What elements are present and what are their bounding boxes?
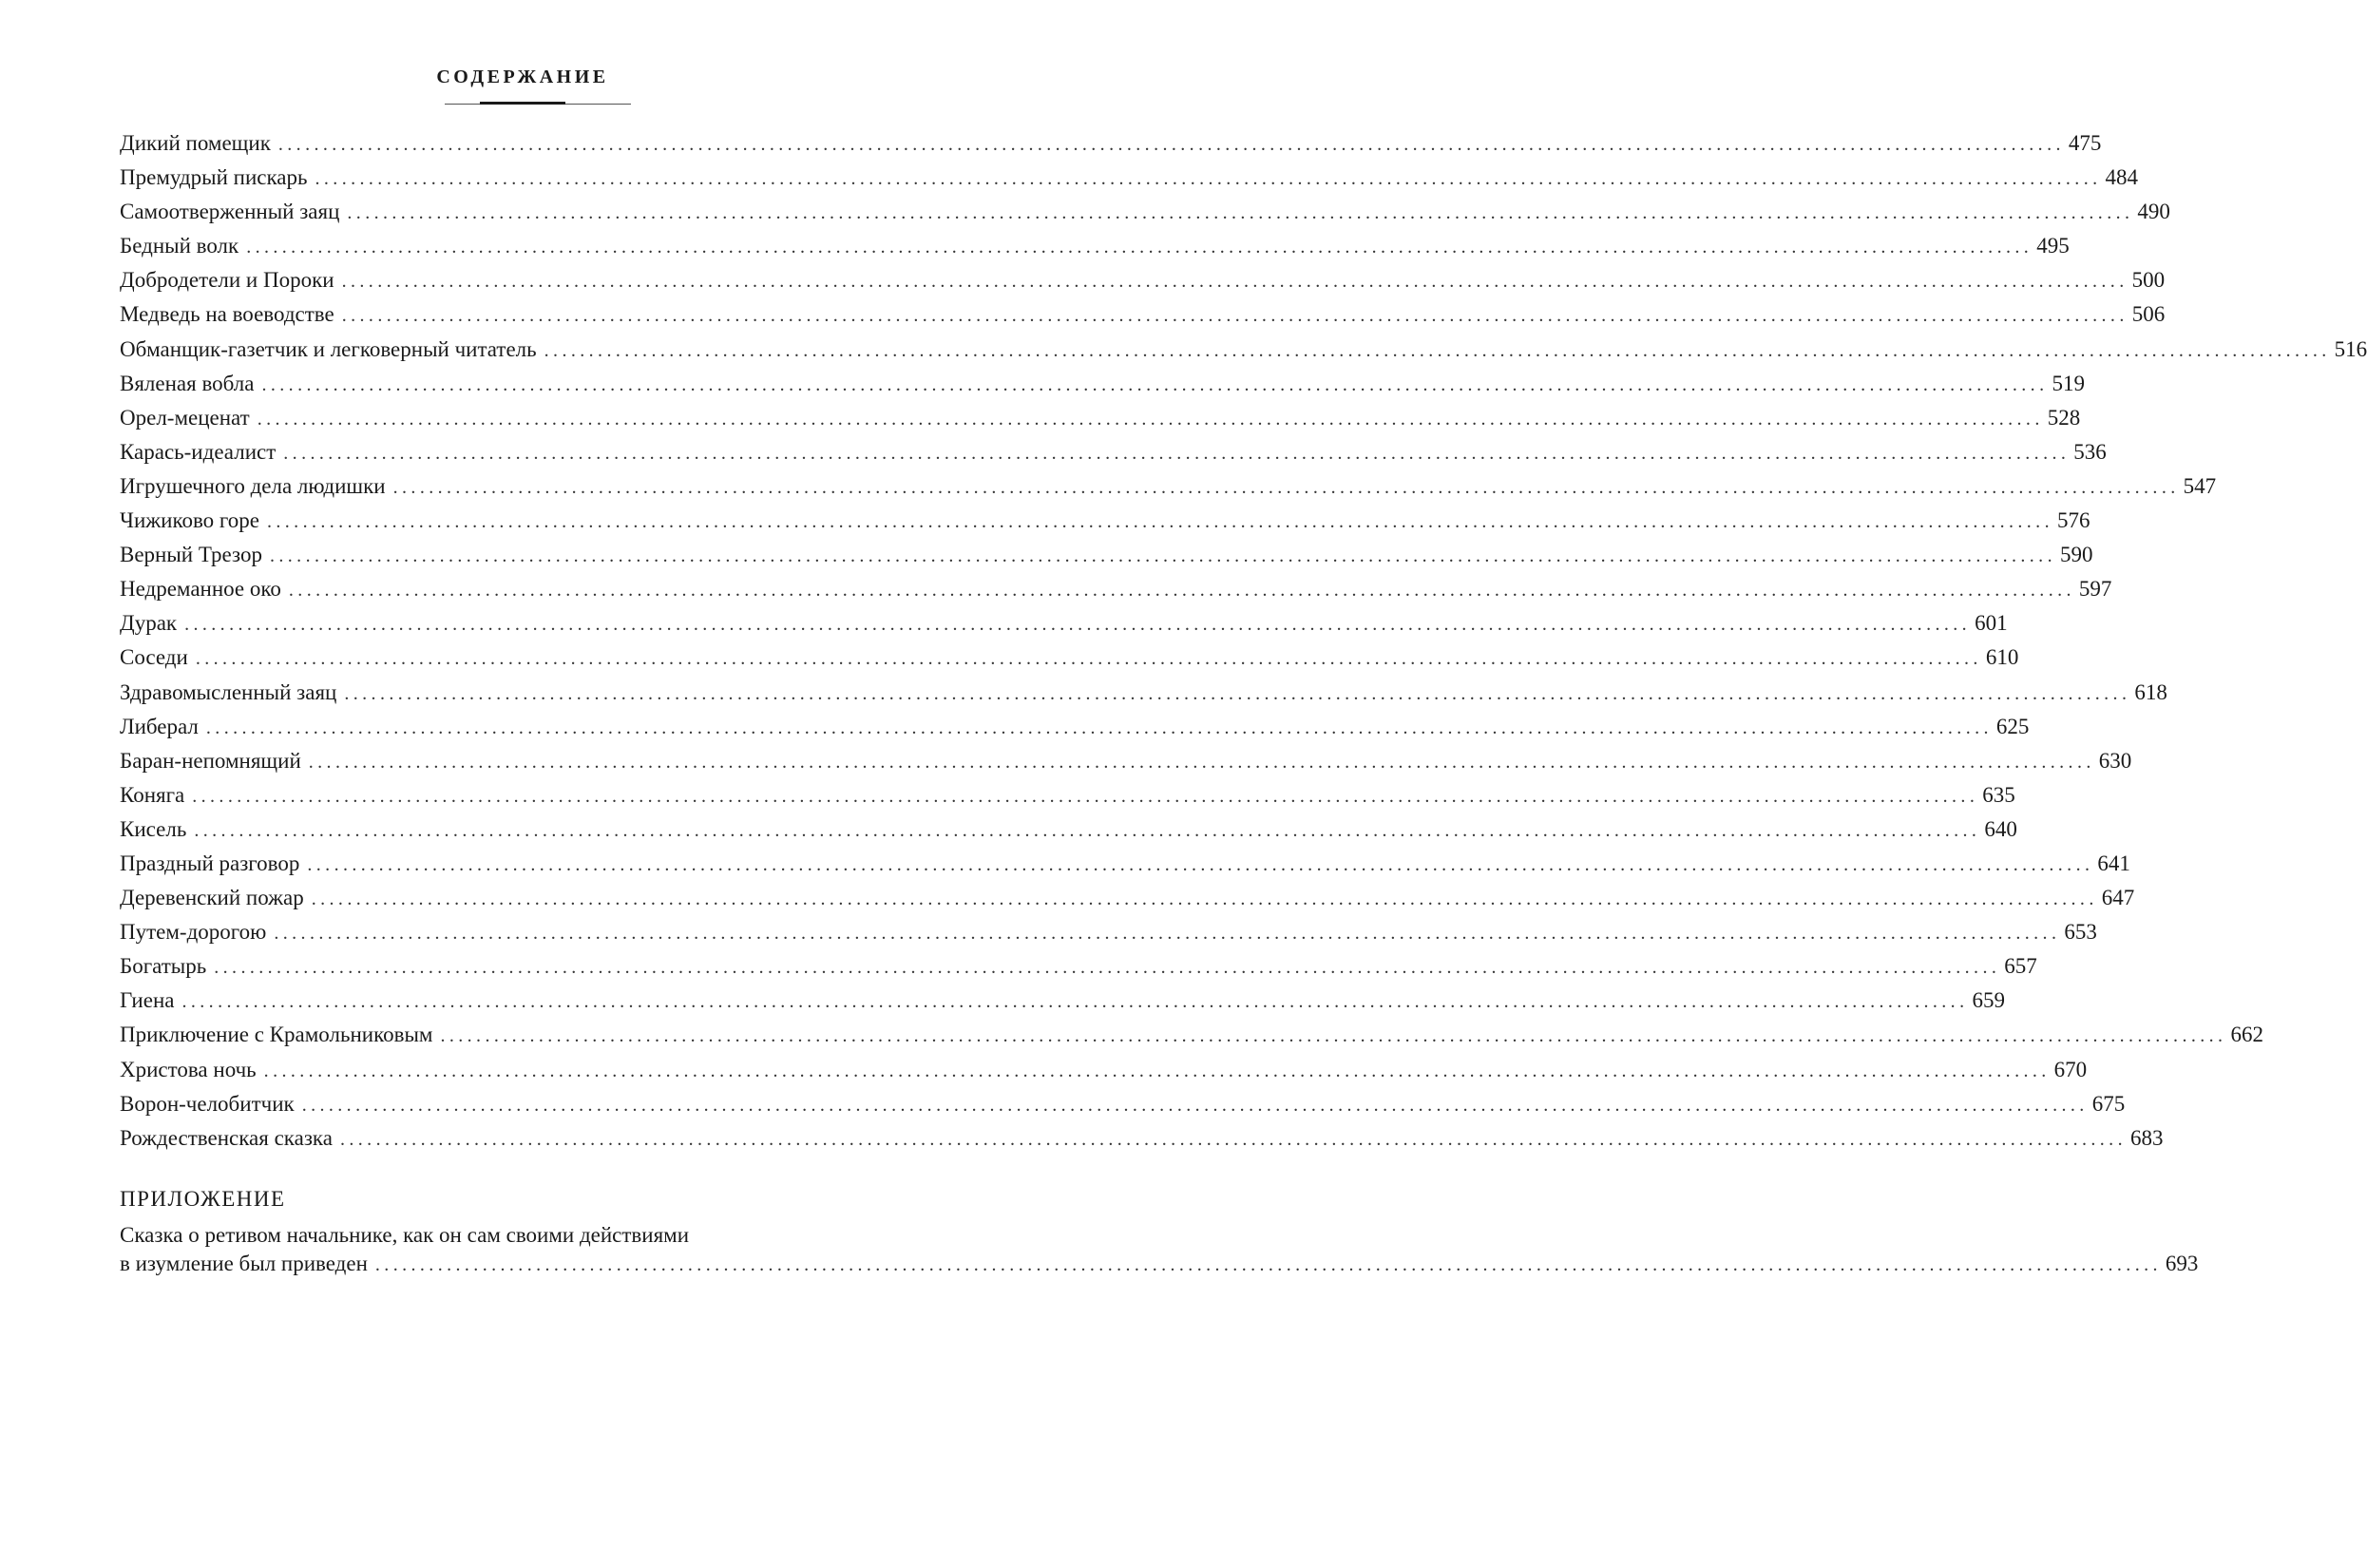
toc-entry-title: Недреманное око — [120, 577, 281, 602]
dot-leader: ........................................................................................................................................................................................................ — [277, 134, 2065, 155]
toc-entry — [120, 263, 2166, 297]
toc-entry — [120, 229, 2070, 263]
dot-leader: ........................................................................................................................................................................................................ — [339, 1128, 2127, 1150]
toc-entry-title: Соседи — [120, 645, 188, 670]
toc-entry-title: Либерал — [120, 714, 199, 738]
dot-leader: ........................................................................................................................................................................................................ — [257, 408, 2044, 430]
toc-entry-title: Игрушечного дела людишки — [120, 473, 386, 498]
toc-entry — [120, 744, 2132, 778]
dot-leader: ........................................................................................................................................................................................................ — [308, 751, 2095, 773]
dot-leader: ........................................................................................................................................................................................................ — [261, 373, 2049, 395]
dot-leader: ........................................................................................................................................................................................................ — [440, 1025, 2227, 1047]
toc-entry-page-number: 662 — [2230, 1023, 2263, 1047]
dot-leader: ........................................................................................................................................................................................................ — [392, 476, 2180, 498]
toc-entry — [120, 847, 2130, 881]
dot-leader: ........................................................................................................................................................................................................ — [269, 545, 2056, 567]
toc-entry-page-number: 516 — [2334, 336, 2367, 361]
toc-entry — [120, 676, 2167, 710]
page-header — [0, 67, 1045, 88]
toc-entry — [120, 778, 2015, 813]
toc-entry-page-number: 576 — [2056, 508, 2090, 533]
toc-entry-page-number: 506 — [2131, 302, 2166, 327]
appendix-entry — [120, 1221, 2199, 1279]
dot-leader: ........................................................................................................................................................................................................ — [214, 957, 2001, 979]
appendix-entry-line2 — [120, 1250, 2199, 1279]
appendix-entry-page-number: 693 — [2165, 1252, 2199, 1275]
toc-entry-title: Вяленая вобла — [120, 371, 255, 395]
toc-entry — [120, 606, 2008, 641]
dot-leader: ........................................................................................................................................................................................................ — [263, 1060, 2051, 1081]
dot-leader: ........................................................................................................................................................................................................ — [205, 717, 1993, 738]
toc-entry-title: Путем-дорогою — [120, 920, 267, 945]
dot-leader: ........................................................................................................................................................................................................ — [192, 785, 1979, 807]
dot-leader: ........................................................................................................................................................................................................ — [246, 237, 2033, 258]
toc-entry-page-number: 635 — [1982, 782, 2015, 807]
toc-entry-page-number: 610 — [1985, 645, 2019, 670]
toc-entry — [120, 641, 2019, 675]
toc-entry — [120, 297, 2166, 332]
toc-entry — [120, 504, 2090, 538]
toc-entry-page-number: 475 — [2068, 131, 2102, 155]
toc-entry-title: Баран-непомнящий — [120, 748, 301, 773]
dot-leader: ........................................................................................................................................................................................................ — [344, 682, 2131, 704]
toc-entry — [120, 367, 2085, 401]
dot-leader: ........................................................................................................................................................................................................ — [288, 580, 2075, 602]
dot-leader: ........................................................................................................................................................................................................ — [341, 305, 2128, 327]
dot-leader: ........................................................................................................................................................................................................ — [374, 1254, 2162, 1275]
dot-leader: ........................................................................................................................................................................................................ — [194, 819, 1981, 841]
toc-entry-title: Бедный волк — [120, 234, 239, 258]
toc-entry-title: Деревенский пожар — [120, 886, 304, 910]
toc-entry-title: Верный Трезор — [120, 543, 262, 567]
table-of-contents — [120, 126, 2367, 1156]
dot-leader: ........................................................................................................................................................................................................ — [307, 853, 2094, 875]
appendix-entry-title-line2: в изумление был приведен — [120, 1252, 368, 1275]
dot-leader: ........................................................................................................................................................................................................ — [274, 923, 2061, 945]
toc-entry — [120, 469, 2217, 504]
dot-leader: ........................................................................................................................................................................................................ — [266, 511, 2053, 533]
toc-entry-title: Самоотверженный заяц — [120, 200, 340, 224]
toc-entry — [120, 1053, 2088, 1087]
toc-entry — [120, 813, 2017, 847]
toc-entry-page-number: 500 — [2131, 268, 2166, 293]
toc-entry-page-number: 653 — [2064, 920, 2097, 945]
toc-entry-page-number: 647 — [2101, 886, 2135, 910]
toc-entry — [120, 435, 2107, 469]
toc-entry-page-number: 547 — [2183, 473, 2217, 498]
dot-leader: ........................................................................................................................................................................................................ — [341, 271, 2128, 293]
dot-leader: ........................................................................................................................................................................................................ — [311, 889, 2098, 910]
toc-entry-title: Ворон-челобитчик — [120, 1091, 295, 1116]
toc-entry-title: Медведь на воеводстве — [120, 302, 334, 327]
toc-entry — [120, 126, 2102, 161]
toc-entry-page-number: 484 — [2105, 165, 2138, 190]
toc-entry — [120, 572, 2112, 606]
appendix-entry-title-line1: Сказка о ретивом начальнике, как он сам своими действиями — [120, 1223, 690, 1247]
page-title: СОДЕРЖАНИЕ — [436, 67, 609, 87]
toc-entry — [120, 333, 2367, 367]
toc-entry-page-number: 618 — [2134, 679, 2167, 704]
toc-entry — [120, 401, 2081, 435]
toc-entry — [120, 710, 2030, 744]
toc-entry-title: Премудрый пискарь — [120, 165, 308, 190]
toc-entry-title: Богатырь — [120, 954, 207, 979]
dot-leader: ........................................................................................................................................................................................................ — [195, 648, 1982, 670]
toc-entry-page-number: 683 — [2129, 1125, 2164, 1150]
toc-entry-title: Приключение с Крамольниковым — [120, 1023, 433, 1047]
toc-entry-page-number: 670 — [2053, 1057, 2088, 1081]
toc-entry-page-number: 641 — [2097, 851, 2130, 875]
dot-leader: ........................................................................................................................................................................................................ — [181, 991, 1969, 1013]
toc-entry — [120, 538, 2093, 572]
toc-entry — [120, 1121, 2164, 1156]
dot-leader: ........................................................................................................................................................................................................ — [301, 1094, 2089, 1116]
toc-entry-title: Добродетели и Пороки — [120, 268, 334, 293]
toc-entry-title: Чижиково горе — [120, 508, 259, 533]
toc-entry-page-number: 630 — [2098, 748, 2132, 773]
toc-entry-title: Дурак — [120, 611, 178, 636]
toc-entry-page-number: 625 — [1995, 714, 2030, 738]
dot-leader: ........................................................................................................................................................................................................ — [544, 339, 2331, 361]
toc-entry — [120, 195, 2170, 229]
toc-entry-page-number: 495 — [2036, 234, 2070, 258]
toc-entry-page-number: 597 — [2078, 577, 2112, 602]
dot-leader: ........................................................................................................................................................................................................ — [315, 168, 2102, 190]
toc-entry-title: Рождественская сказка — [120, 1125, 333, 1150]
toc-entry-title: Гиена — [120, 988, 175, 1013]
dot-leader: ........................................................................................................................................................................................................ — [283, 442, 2071, 464]
toc-entry-title: Дикий помещик — [120, 131, 271, 155]
toc-entry — [120, 984, 2005, 1018]
toc-entry-page-number: 601 — [1975, 611, 2008, 636]
toc-entry-page-number: 490 — [2137, 200, 2170, 224]
toc-entry — [120, 161, 2138, 195]
toc-entry-title: Здравомысленный заяц — [120, 679, 337, 704]
toc-entry-page-number: 536 — [2073, 439, 2107, 464]
toc-entry-page-number: 640 — [1984, 816, 2017, 841]
appendix-heading: ПРИЛОЖЕНИЕ — [120, 1187, 286, 1211]
toc-entry — [120, 915, 2097, 949]
toc-entry — [120, 1087, 2126, 1121]
toc-entry-title: Христова ночь — [120, 1057, 257, 1081]
toc-entry-page-number: 657 — [2004, 954, 2037, 979]
dot-leader: ........................................................................................................................................................................................................ — [184, 614, 1972, 636]
toc-entry — [120, 1018, 2263, 1052]
toc-entry-page-number: 675 — [2091, 1091, 2126, 1116]
dot-leader: ........................................................................................................................................................................................................ — [347, 202, 2134, 224]
toc-entry-title: Обманщик-газетчик и легковерный читатель — [120, 336, 537, 361]
header-rule-bold — [480, 102, 565, 105]
toc-entry-title: Карась-идеалист — [120, 439, 277, 464]
toc-entry-page-number: 659 — [1972, 988, 2005, 1013]
toc-entry-title: Коняга — [120, 782, 185, 807]
toc-entry-page-number: 590 — [2059, 543, 2093, 567]
toc-entry-page-number: 519 — [2052, 371, 2085, 395]
toc-entry — [120, 881, 2135, 915]
toc-entry-title: Кисель — [120, 816, 187, 841]
toc-entry-title: Орел-меценат — [120, 405, 250, 430]
toc-entry-page-number: 528 — [2047, 405, 2081, 430]
toc-entry — [120, 949, 2037, 984]
toc-entry-title: Праздный разговор — [120, 851, 300, 875]
